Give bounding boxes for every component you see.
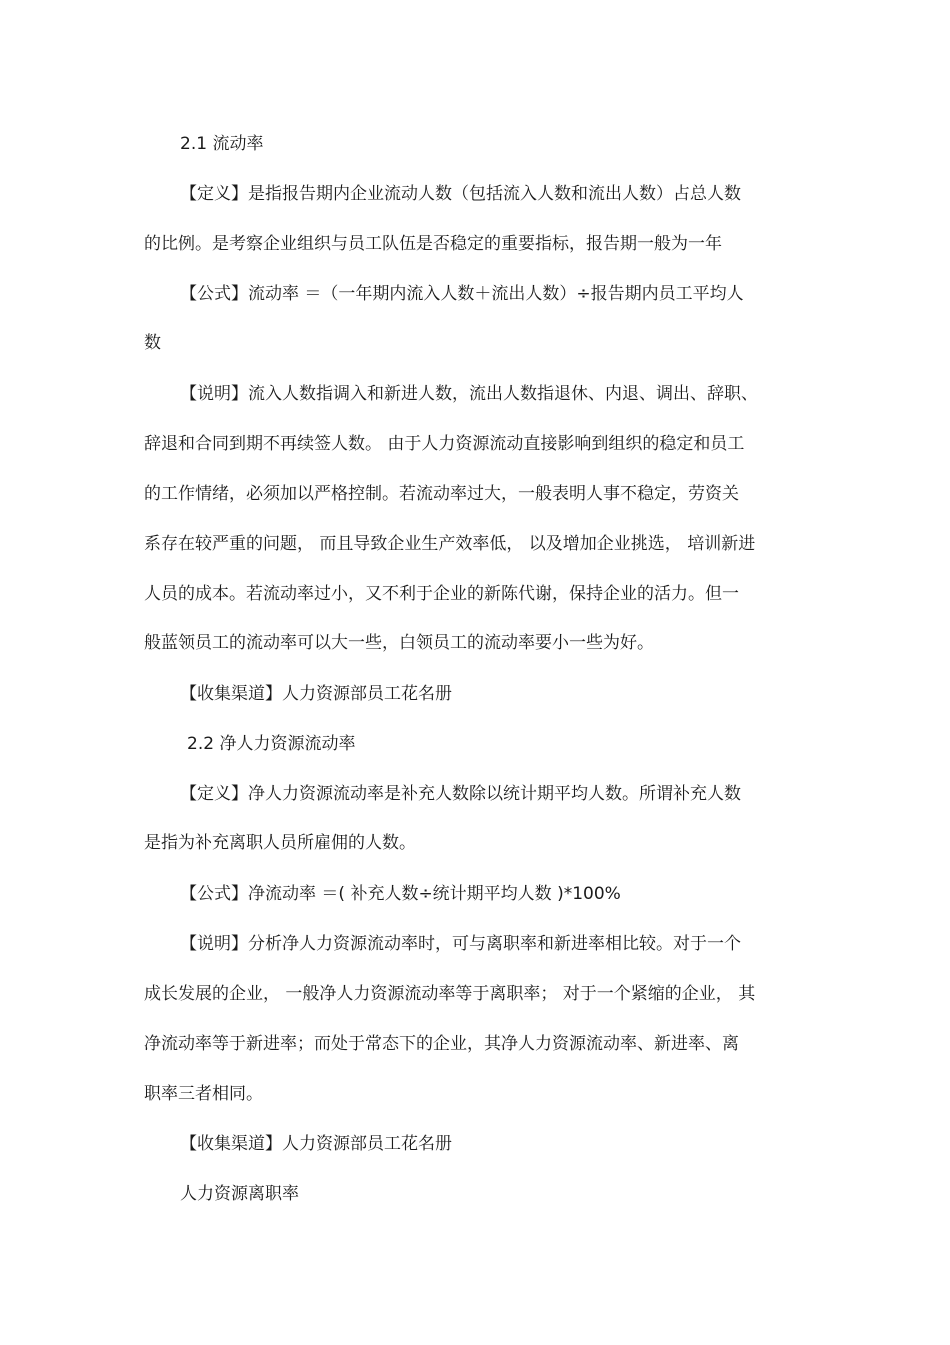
explanation-line: 人员的成本。若流动率过小，又不利于企业的新陈代谢，保持企业的活力。但一 [144, 584, 739, 604]
explanation-line: 【说明】流入人数指调入和新进人数，流出人数指退休、内退、调出、辞职、 [180, 384, 758, 404]
next-section-heading: 人力资源离职率 [180, 1184, 299, 1204]
explanation-line: 成长发展的企业， 一般净人力资源流动率等于离职率； 对于一个紧缩的企业， 其 [144, 984, 756, 1004]
explanation-line: 职率三者相同。 [144, 1084, 263, 1104]
explanation-line: 的工作情绪，必须加以严格控制。若流动率过大，一般表明人事不稳定，劳资关 [144, 484, 739, 504]
collection-channel: 【收集渠道】人力资源部员工花名册 [180, 1134, 452, 1154]
explanation-line: 系存在较严重的问题， 而且导致企业生产效率低， 以及增加企业挑选， 培训新进 [144, 534, 756, 554]
definition-line: 【定义】是指报告期内企业流动人数（包括流入人数和流出人数）占总人数 [180, 184, 741, 204]
definition-line: 是指为补充离职人员所雇佣的人数。 [144, 833, 416, 853]
formula-line: 【公式】净流动率 ＝( 补充人数÷统计期平均人数 )*100% [180, 884, 621, 904]
collection-channel: 【收集渠道】人力资源部员工花名册 [180, 684, 452, 704]
explanation-line: 般蓝领员工的流动率可以大一些，白领员工的流动率要小一些为好。 [144, 633, 654, 653]
section-heading-2-1: 2.1 流动率 [180, 134, 264, 154]
formula-line: 【公式】流动率 ＝（一年期内流入人数＋流出人数）÷报告期内员工平均人 [180, 284, 744, 304]
explanation-line: 净流动率等于新进率；而处于常态下的企业，其净人力资源流动率、新进率、离 [144, 1034, 739, 1054]
explanation-line: 辞退和合同到期不再续签人数。 由于人力资源流动直接影响到组织的稳定和员工 [144, 434, 745, 454]
section-heading-2-2: 2.2 净人力资源流动率 [187, 734, 356, 754]
definition-line: 【定义】净人力资源流动率是补充人数除以统计期平均人数。所谓补充人数 [180, 784, 741, 804]
formula-line: 数 [144, 333, 161, 353]
explanation-line: 【说明】分析净人力资源流动率时，可与离职率和新进率相比较。对于一个 [180, 934, 741, 954]
definition-line: 的比例。是考察企业组织与员工队伍是否稳定的重要指标，报告期一般为一年 [144, 234, 722, 254]
